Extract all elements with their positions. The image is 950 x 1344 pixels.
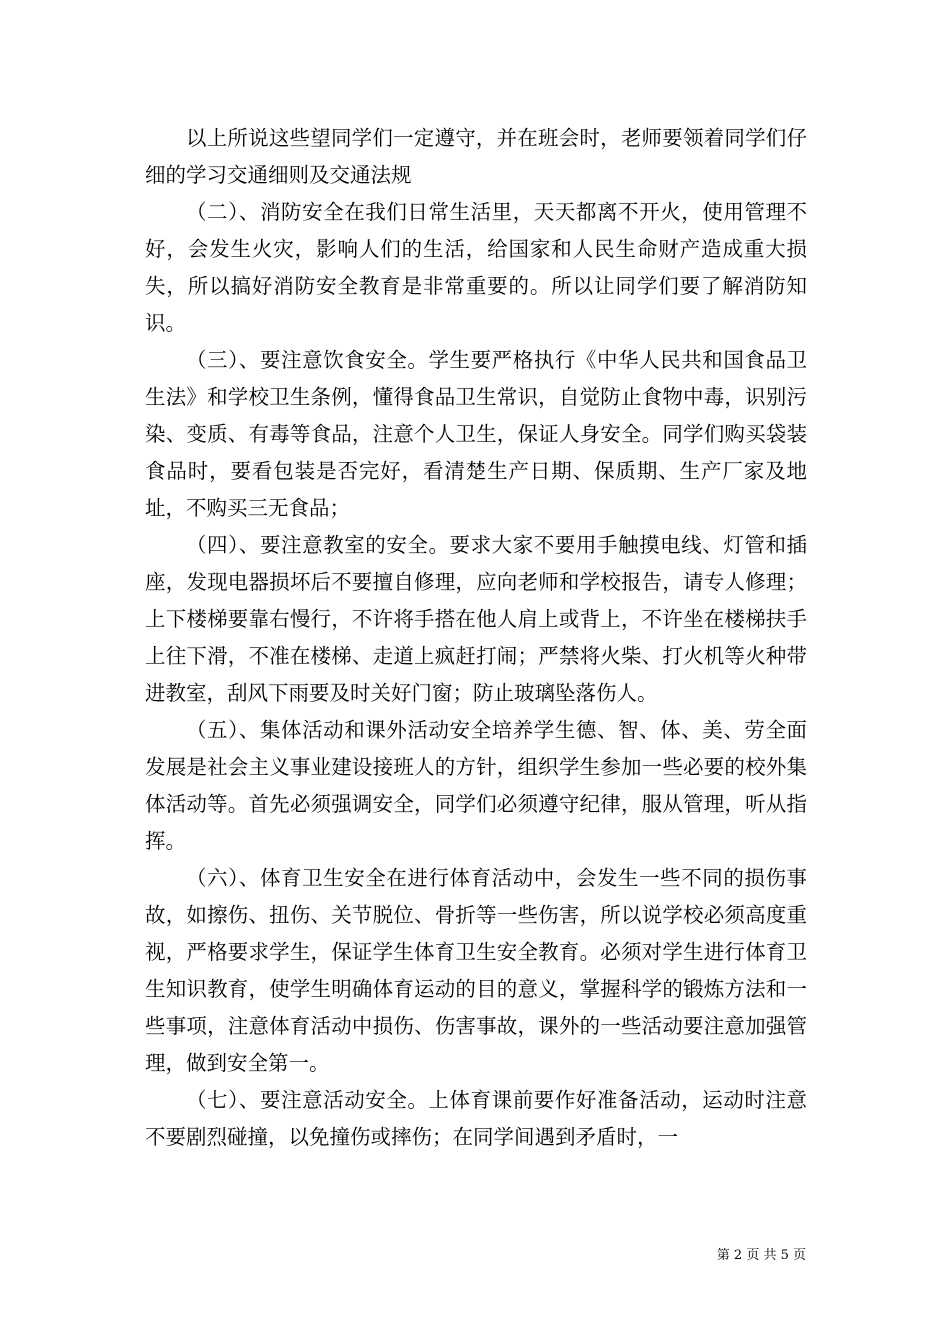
paragraph-traffic-rules: 以上所说这些望同学们一定遵守，并在班会时，老师要领着同学们仔细的学习交通细则及交通法规 (145, 126, 807, 187)
paragraph-sports-hygiene-safety: （六）、体育卫生安全在进行体育活动中，会发生一些不同的损伤事故，如擦伤、扭伤、关节脱位、骨折等一些伤害，所以说学校必须高度重视，严格要求学生，保证学生体育卫生安全教育。必须对学生进行体育卫生知识教育，使学生明确体育运动的目的意义，掌握科学的锻炼方法和一些事项，注意体育活动中损伤、伤害事故，课外的一些活动要注意加强管理，做到安全第一。 (145, 866, 807, 1075)
paragraph-food-safety: （三）、要注意饮食安全。学生要严格执行《中华人民共和国食品卫生法》和学校卫生条例，懂得食品卫生常识，自觉防止食物中毒，识别污染、变质、有毒等食品，注意个人卫生，保证人身安全。同学们购买袋装食品时，要看包装是否完好，看清楚生产日期、保质期、生产厂家及地址，不购买三无食品； (145, 348, 807, 520)
paragraph-classroom-safety: （四）、要注意教室的安全。要求大家不要用手触摸电线、灯管和插座，发现电器损坏后不要擅自修理，应向老师和学校报告，请专人修理；上下楼梯要靠右慢行，不许将手搭在他人肩上或背上，不许坐在楼梯扶手上往下滑，不准在楼梯、走道上疯赶打闹；严禁将火柴、打火机等火种带进教室，刮风下雨要及时关好门窗；防止玻璃坠落伤人。 (145, 533, 807, 705)
paragraph-group-activity-safety: （五）、集体活动和课外活动安全培养学生德、智、体、美、劳全面发展是社会主义事业建设接班人的方针，组织学生参加一些必要的校外集体活动等。首先必须强调安全，同学们必须遵守纪律，服从管理，听从指挥。 (145, 718, 807, 853)
paragraph-fire-safety: （二）、消防安全在我们日常生活里，天天都离不开火，使用管理不好，会发生火灾，影响人们的生活，给国家和人民生命财产造成重大损失，所以搞好消防安全教育是非常重要的。所以让同学们要了解消防知识。 (145, 200, 807, 335)
page-number: 第 2 页 共 5 页 (716, 1248, 806, 1263)
paragraph-activity-safety: （七）、要注意活动安全。上体育课前要作好准备活动，运动时注意不要剧烈碰撞，以免撞伤或摔伤；在同学间遇到矛盾时，一 (145, 1088, 807, 1149)
document-body (145, 120, 807, 1156)
